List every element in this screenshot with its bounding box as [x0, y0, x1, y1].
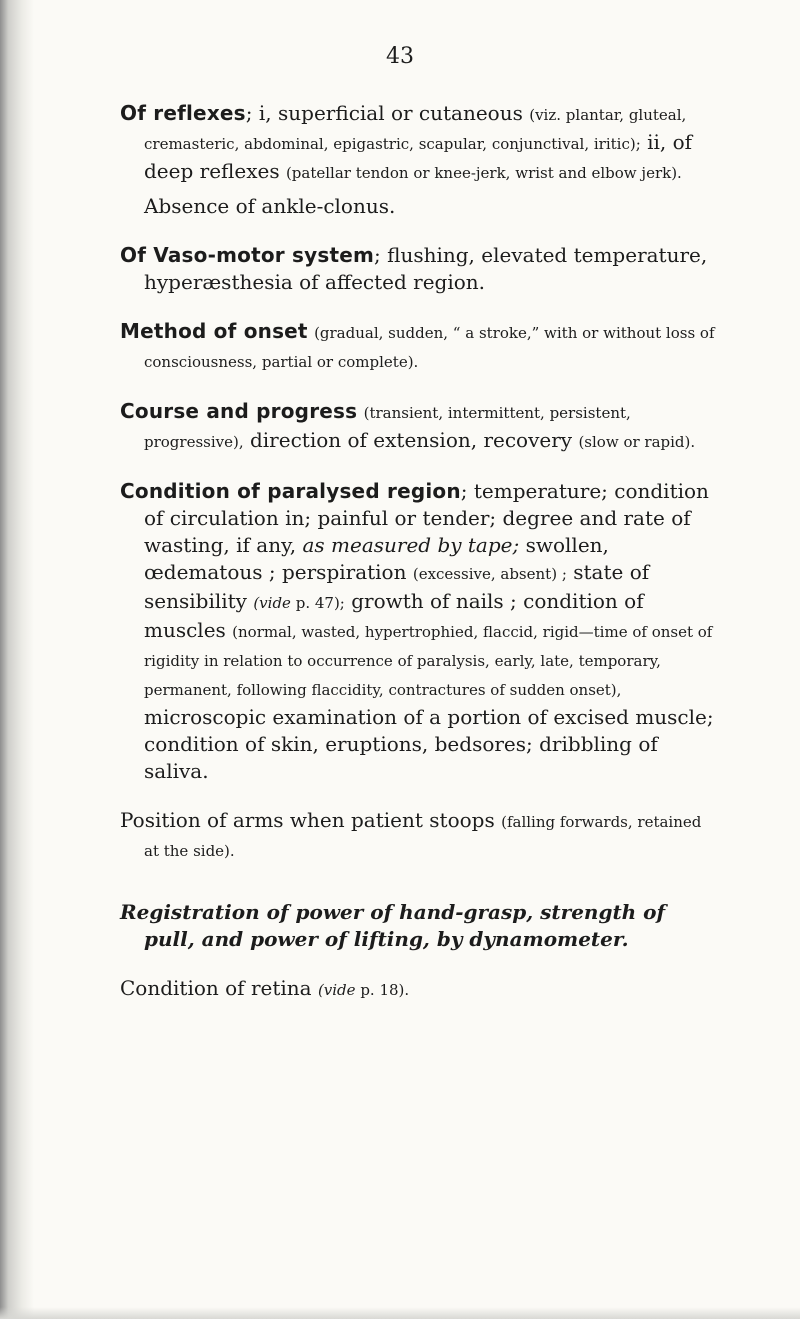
retina-paragraph [120, 975, 720, 1004]
position-paragraph [120, 807, 720, 865]
retina-vide-label: (vide [317, 981, 356, 999]
condition-heading: Condition of paralysed region [120, 479, 461, 503]
vasomotor-heading: Of Vaso-motor system [120, 243, 375, 267]
condition-part2: swollen, œdematous ; perspiration [144, 533, 609, 584]
condition-muscles-detail: (normal, wasted, hypertrophied, flaccid, rigid—time of onset of rigidity in relation to occurrence of paralysis, early, late, temporary, permanent, following flaccidity, contractures of sudden onset), [144, 623, 713, 699]
retina-vide-ref: p. 18). [360, 981, 410, 999]
course-recovery-detail: (slow or rapid). [578, 433, 696, 451]
onset-heading: Method of onset [120, 319, 308, 343]
spine-shadow [0, 0, 34, 1319]
retina-vide [318, 981, 409, 999]
reflexes-deep-list: (patellar tendon or knee-jerk, wrist and elbow jerk). [285, 164, 682, 182]
onset-paragraph [120, 318, 720, 376]
course-heading: Course and progress [120, 399, 358, 423]
condition-part4: growth of nails ; condition of muscles [144, 589, 644, 642]
condition-vide1-ref: p. 47); [295, 594, 345, 612]
page-bottom-edge [0, 1307, 800, 1319]
onset-text: (gradual, sudden, “ a stroke,” with or without loss of consciousness, partial or complete). [144, 324, 715, 371]
reflexes-lead: ; i, superficial or cutaneous [245, 101, 523, 125]
position-detail: (falling forwards, retained at the side). [144, 813, 702, 860]
vasomotor-text: ; flushing, elevated temperature, hyperæsthesia of affected region. [144, 243, 708, 294]
reflexes-superficial-list: (viz. plantar, gluteal, cremasteric, abdominal, epigastric, scapular, conjunctival, iritic); [144, 106, 687, 153]
condition-vide1 [253, 594, 345, 612]
position-text: Position of arms when patient stoops [120, 808, 495, 832]
retina-text: Condition of retina [120, 976, 312, 1000]
vasomotor-paragraph [120, 242, 720, 296]
condition-vide1-label: (vide [253, 594, 291, 612]
course-direction: direction of extension, recovery [249, 428, 573, 452]
reflexes-paragraph [120, 100, 720, 187]
condition-measured: as measured by tape; [302, 533, 520, 557]
course-paragraph [120, 398, 720, 456]
course-detail: (transient, intermittent, persistent, progressive), [144, 404, 631, 451]
condition-paragraph [120, 478, 720, 785]
page-content [120, 100, 720, 1026]
page-number: 43 [386, 44, 414, 69]
reflexes-deep-lead: ii, of deep reflexes [144, 130, 693, 183]
ankle-clonus-line: Absence of ankle-clonus. [144, 194, 396, 218]
condition-part3: state of sensibility [144, 560, 650, 613]
registration-paragraph: Registration of power of hand-grasp, strength of pull, and power of lifting, by dynamometer. [120, 900, 666, 951]
reflexes-heading: Of reflexes [120, 101, 246, 125]
condition-perspiration-detail: (excessive, absent) ; [412, 565, 567, 583]
condition-part5: microscopic examination of a portion of excised muscle; condition of skin, eruptions, bedsores; dribbling of saliva. [144, 705, 714, 783]
condition-part1: ; temperature; condition of circulation in; painful or tender; degree and rate of wasting, if any, [144, 479, 709, 557]
